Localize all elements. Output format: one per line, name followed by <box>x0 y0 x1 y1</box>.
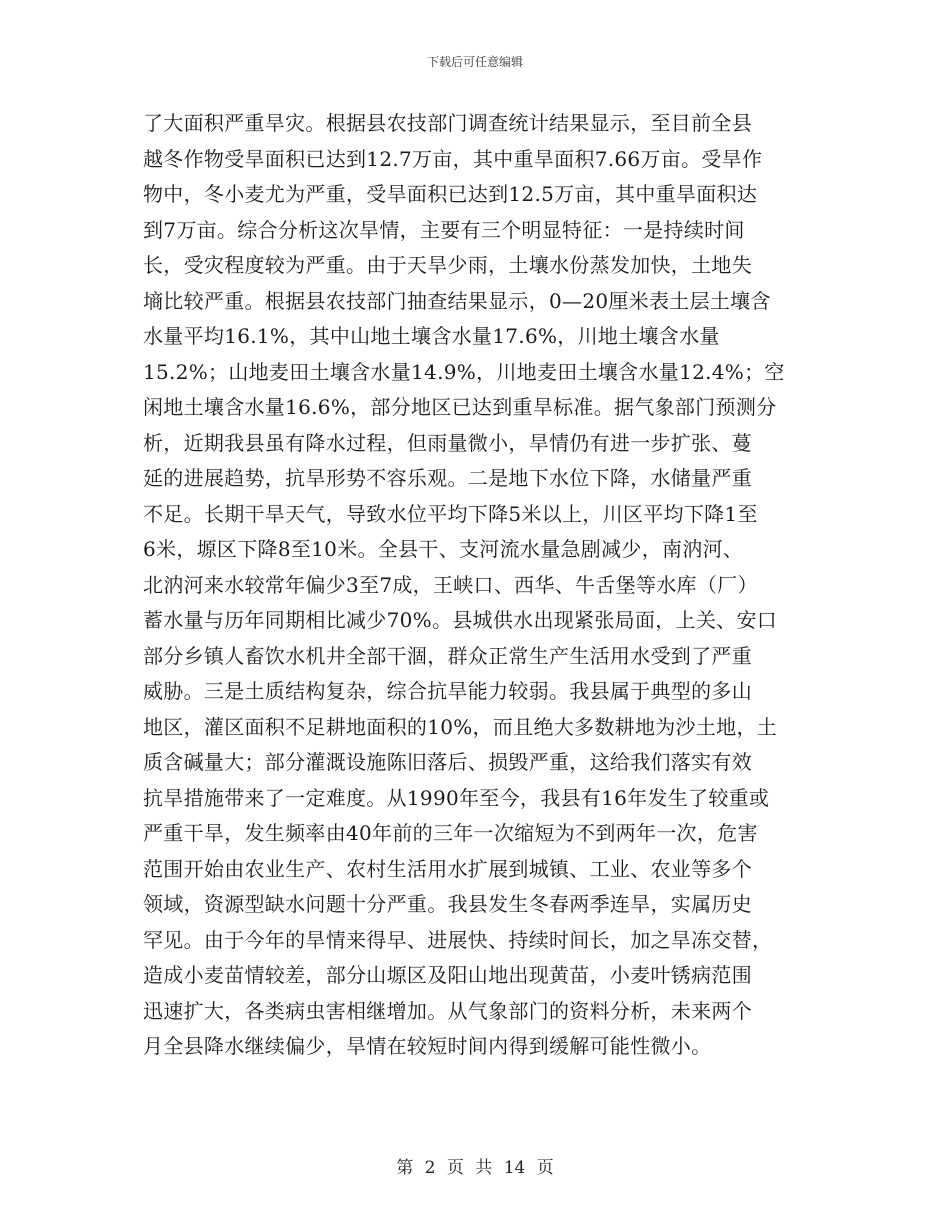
body-line: 水量平均16.1%，其中山地土壤含水量17.6%，川地土壤含水量 <box>143 324 720 348</box>
body-line: 北汭河来水较常年偏少3至7成，王峡口、西华、牛舌堡等水库（厂） <box>143 572 758 597</box>
body-line: 抗旱措施带来了一定难度。从1990年至今，我县有16年发生了较重或 <box>143 785 770 810</box>
body-line: 物中，冬小麦尤为严重，受旱面积已达到12.5万亩，其中重旱面积达 <box>143 182 758 206</box>
body-line: 范围开始由农业生产、农村生活用水扩展到城镇、工业、农业等多个 <box>143 856 752 881</box>
body-line: 迅速扩大，各类病虫害相继增加。从气象部门的资料分析，未来两个 <box>143 998 752 1023</box>
body-line: 到7万亩。综合分析这次旱情，主要有三个明显特征：一是持续时间 <box>143 217 745 242</box>
body-line: 延的进展趋势，抗旱形势不容乐观。二是地下水位下降，水储量严重 <box>143 466 752 490</box>
body-line: 析，近期我县虽有降水过程，但雨量微小，旱情仍有进一步扩张、蔓 <box>143 430 752 455</box>
body-line: 6米，塬区下降8至10米。全县干、支河流水量急剧减少，南汭河、 <box>143 537 744 561</box>
body-line: 蓄水量与历年同期相比减少70%。县城供水出现紧张局面，上关、安口 <box>143 608 778 632</box>
body-line: 闲地土壤含水量16.6%，部分地区已达到重旱标准。据气象部门预测分 <box>143 395 777 419</box>
body-line: 罕见。由于今年的旱情来得早、进展快、持续时间长，加之旱冻交替， <box>143 927 773 952</box>
body-line: 领域，资源型缺水问题十分严重。我县发生冬春两季连旱，实属历史 <box>143 892 752 916</box>
body-line: 墒比较严重。根据县农技部门抽查结果显示，0—20厘米表土层土壤含 <box>143 288 771 313</box>
body-line: 15.2%；山地麦田土壤含水量14.9%，川地麦田土壤含水量12.4%；空 <box>143 359 785 384</box>
page-number-footer: 第 2 页 共 14 页 <box>396 1158 554 1178</box>
body-line: 了大面积严重旱灾。根据县农技部门调查统计结果显示，至目前全县 <box>143 111 752 135</box>
body-line: 质含碱量大；部分灌溉设施陈旧落后、损毁严重，这给我们落实有效 <box>143 750 752 774</box>
body-line: 长，受灾程度较为严重。由于天旱少雨，土壤水份蒸发加快，土地失 <box>143 253 752 277</box>
body-line: 地区，灌区面积不足耕地面积的10%，而且绝大多数耕地为沙土地，土 <box>143 714 778 739</box>
document-body <box>143 106 823 1065</box>
body-line: 威胁。三是土质结构复杂，综合抗旱能力较弱。我县属于典型的多山 <box>143 679 752 703</box>
body-line: 越冬作物受旱面积已达到12.7万亩，其中重旱面积7.66万亩。受旱作 <box>143 146 763 171</box>
body-line: 月全县降水继续偏少，旱情在较短时间内得到缓解可能性微小。 <box>143 1034 712 1058</box>
page-header-note: 下载后可任意编辑 <box>426 55 523 69</box>
body-line: 部分乡镇人畜饮水机井全部干涸，群众正常生产生活用水受到了严重 <box>143 643 752 668</box>
body-line: 不足。长期干旱天气，导致水位平均下降5米以上，川区平均下降1至 <box>143 501 758 526</box>
body-line: 严重干旱，发生频率由40年前的三年一次缩短为不到两年一次，危害 <box>143 821 758 845</box>
body-line: 造成小麦苗情较差，部分山塬区及阳山地出现黄苗，小麦叶锈病范围 <box>143 963 752 987</box>
